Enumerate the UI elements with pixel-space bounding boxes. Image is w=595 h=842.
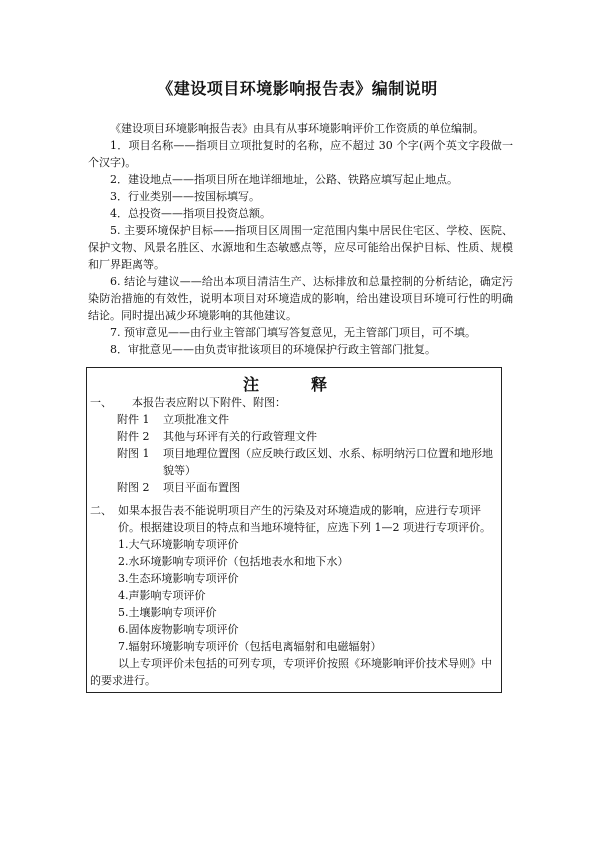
instruction-item-8: 8．审批意见——由负责审批该项目的环境保护行政主管部门批复。 <box>110 343 436 356</box>
attachment-label: 附件 2 <box>117 430 150 443</box>
instruction-item-5: 5. 主要环境保护目标——指项目区周围一定范围内集中居民住宅区、学校、医院、保护文物、风景名胜区、水源地和生态敏感点等，应尽可能给出保护目标、性质、规模和厂界距离等。 <box>88 224 513 271</box>
list-item: 4.声影响专项评价 <box>118 589 206 602</box>
section-1-number: 一、 <box>90 396 112 409</box>
notes-box <box>86 367 502 693</box>
instruction-item-4: 4．总投资——指项目投资总额。 <box>110 207 271 220</box>
list-item <box>117 479 496 496</box>
attachment-label: 附图 1 <box>117 447 150 460</box>
list-item <box>117 411 496 428</box>
notes-heading: 注 释 <box>242 375 345 394</box>
attachment-text: 项目平面布置图 <box>163 481 240 494</box>
list-item: 2.水环境影响专项评价（包括地表水和地下水） <box>118 555 349 568</box>
instruction-item-2: 2．建设地点——指项目所在地详细地址，公路、铁路应填写起止地点。 <box>110 173 458 186</box>
section-2-number: 二、 <box>90 504 112 517</box>
attachment-text: 其他与环评有关的行政管理文件 <box>163 430 317 443</box>
intro-paragraph: 《建设项目环境影响报告表》由具有从事环境影响评价工作资质的单位编制。 <box>110 122 484 135</box>
attachment-label: 附图 2 <box>117 481 150 494</box>
list-item: 6.固体废物影响专项评价 <box>118 623 239 636</box>
attachment-text: 立项批准文件 <box>163 413 229 426</box>
list-item <box>117 428 496 445</box>
list-item: 3.生态环境影响专项评价 <box>118 572 239 585</box>
instructions-body <box>88 120 513 358</box>
instruction-item-1: 1．项目名称——指项目立项批复时的名称，应不超过 30 个字(两个英文字段做一个汉字)。 <box>88 139 513 169</box>
attachment-label: 附件 1 <box>117 413 150 426</box>
section-2-tail: 以上专项评价未包括的可列专项，专项评价按照《环境影响评价技术导则》中的要求进行。 <box>90 657 492 687</box>
section-1-text: 本报告表应附以下附件、附图： <box>132 396 286 409</box>
list-item <box>117 445 496 479</box>
list-item: 1.大气环境影响专项评价 <box>118 538 239 551</box>
instruction-item-7: 7. 预审意见——由行业主管部门填写答复意见，无主管部门项目，可不填。 <box>110 326 476 339</box>
attachments-list <box>90 411 496 496</box>
instruction-item-6: 6. 结论与建议——给出本项目清洁生产、达标排放和总量控制的分析结论，确定污染防治措施的有效性，说明本项目对环境造成的影响，给出建设项目环境可行性的明确结论。同时提出减少环境影响的其他建议。 <box>88 275 513 322</box>
list-item: 7.辐射环境影响专项评价（包括电离辐射和电磁辐射） <box>118 640 382 653</box>
attachment-text: 项目地理位置图（应反映行政区划、水系、标明纳污口位置和地形地貌等） <box>163 447 493 477</box>
section-2-text: 如果本报告表不能说明项目产生的污染及对环境造成的影响，应进行专项评价。根据建设项目的特点和当地环境特征，应选下列 1—2 项进行专项评价。 <box>118 504 491 534</box>
page-title: 《建设项目环境影响报告表》编制说明 <box>157 79 438 98</box>
notes-section-2 <box>90 502 496 689</box>
instruction-item-3: 3．行业类别——按国标填写。 <box>110 190 260 203</box>
list-item: 5.土壤影响专项评价 <box>118 606 217 619</box>
notes-section-1 <box>90 394 496 496</box>
special-assessment-list <box>90 536 496 655</box>
